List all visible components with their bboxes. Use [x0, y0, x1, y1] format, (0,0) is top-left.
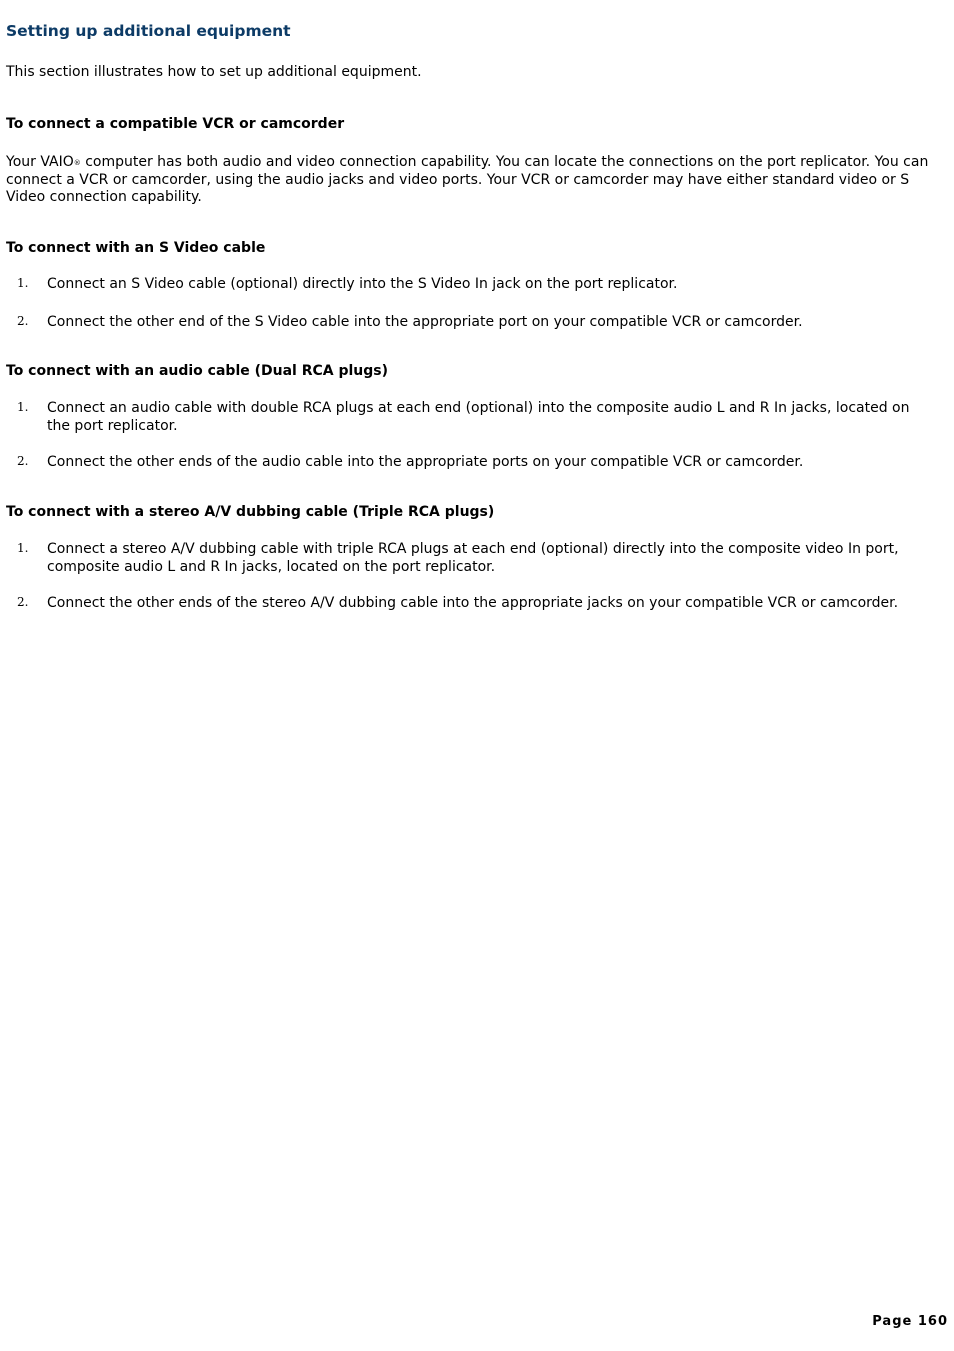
section-heading-svideo: To connect with an S Video cable	[6, 240, 266, 256]
step-number: 1.	[17, 541, 29, 555]
step-text: Connect the other ends of the stereo A/V dubbing cable into the appropriate jacks on your compatible VCR or camcorder.	[47, 595, 899, 611]
step-number: 2.	[17, 454, 29, 468]
step-text: Connect a stereo A/V dubbing cable with triple RCA plugs at each end (optional) directly into the composite video In port, composite audio L and R In jacks, located on the port replicator.	[47, 541, 899, 575]
step-number: 2.	[17, 314, 29, 328]
page-number: Page 160	[872, 1314, 948, 1329]
step-number: 1.	[17, 400, 29, 414]
page-title: Setting up additional equipment	[6, 22, 291, 40]
step-text: Connect an S Video cable (optional) directly into the S Video In jack on the port replicator.	[47, 276, 678, 292]
registered-mark: ®	[73, 159, 81, 167]
section-paragraph-vcr	[6, 154, 948, 206]
section-heading-vcr: To connect a compatible VCR or camcorder	[6, 116, 345, 132]
step-number: 2.	[17, 595, 29, 609]
step-text: Connect the other ends of the audio cable into the appropriate ports on your compatible VCR or camcorder.	[47, 454, 804, 470]
step-text: Connect an audio cable with double RCA plugs at each end (optional) into the composite audio L and R In jacks, located on the port replicator.	[47, 400, 910, 434]
intro-text: This section illustrates how to set up additional equipment.	[6, 64, 422, 80]
step-text: Connect the other end of the S Video cable into the appropriate port on your compatible VCR or camcorder.	[47, 314, 803, 330]
section-heading-audio: To connect with an audio cable (Dual RCA plugs)	[6, 363, 389, 379]
paragraph-body: computer has both audio and video connection capability. You can locate the connections on the port replicator. You can connect a VCR or camcorder, using the audio jacks and video ports. Your VCR or camcorder may have either standard video or S Video connection capability.	[6, 154, 929, 205]
step-number: 1.	[17, 276, 29, 290]
section-heading-dubbing: To connect with a stereo A/V dubbing cable (Triple RCA plugs)	[6, 504, 495, 520]
paragraph-prefix: Your VAIO	[6, 154, 74, 170]
